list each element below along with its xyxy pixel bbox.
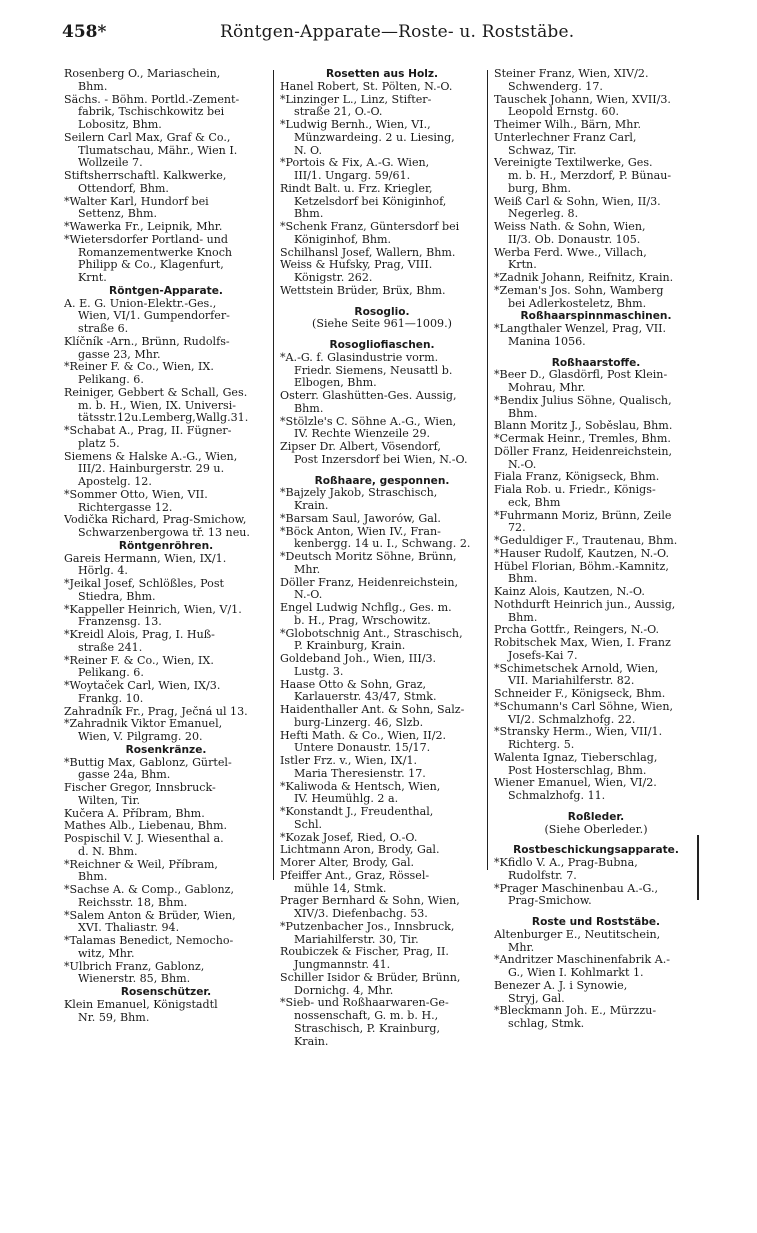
directory-entry: Nothdurft Heinrich jun., Aussig, xyxy=(494,598,676,611)
directory-entry: Prager Bernhard & Sohn, Wien, xyxy=(280,895,460,908)
directory-entry: *Walter Karl, Hundorf bei xyxy=(64,195,209,208)
directory-entry: Kučera A. Příbram, Bhm. xyxy=(64,807,205,820)
entry-continuation: Settenz, Bhm. xyxy=(78,208,158,221)
entry-continuation: Ottendorf, Bhm. xyxy=(78,182,169,195)
directory-entry: *Zadnik Johann, Reifnitz, Krain. xyxy=(494,272,674,284)
entry-continuation: Bhm. xyxy=(294,208,324,221)
entry-continuation: N.-Ö. xyxy=(294,589,323,602)
section-heading: Roßleder. xyxy=(567,810,625,823)
section-heading: Roste und Roststäbe. xyxy=(531,916,661,928)
entry-continuation: Krain. xyxy=(294,1035,329,1048)
entry-continuation: IV. Rechte Wienzeile 29. xyxy=(294,428,431,441)
entry-continuation: Schmalzhofg. 11. xyxy=(508,790,606,802)
entry-continuation: Bhm. xyxy=(294,402,324,415)
directory-entry: Stiftsherrschaftl. Kalkwerke, xyxy=(64,170,227,182)
directory-entry: Haidenthaller Ant. & Sohn, Salz- xyxy=(280,704,465,716)
section-heading: Rostbeschickungsapparate. xyxy=(513,844,679,857)
directory-entry: Blann Moritz J., Soběslau, Bhm. xyxy=(494,420,673,433)
entry-continuation: m. b. H., Wien, IX. Universi- xyxy=(78,399,236,412)
entry-continuation: Franzensg. 13. xyxy=(78,616,162,629)
entry-continuation: Nr. 59, Bhm. xyxy=(78,1011,150,1024)
entry-continuation: Elbogen, Bhm. xyxy=(294,377,377,390)
directory-entry: *Barsam Saul, Jaworów, Gal. xyxy=(280,512,441,525)
section-gap xyxy=(494,803,698,811)
directory-entry: Steiner Franz, Wien, XIV/2. xyxy=(494,68,649,80)
entry-continuation: Stryj, Gal. xyxy=(508,992,565,1005)
directory-entry: Sächs. - Böhm. Portld.-Zement- xyxy=(64,93,240,106)
directory-entry: Benezer A. J. i Synowie, xyxy=(494,979,628,992)
directory-entry: *Ludwig Bernh., Wien, VI., xyxy=(280,119,431,131)
entry-continuation: Wollzeile 7. xyxy=(78,157,143,170)
directory-entry: Mathes Alb., Liebenau, Bhm. xyxy=(64,820,228,833)
directory-entry: *Buttig Max, Gablonz, Gürtel- xyxy=(64,756,232,769)
entry-continuation: G., Wien I. Kohlmarkt 1. xyxy=(508,967,644,979)
directory-entry: *Putzenbacher Jos., Innsbruck, xyxy=(280,920,455,933)
entry-continuation: Wien, V. Pilgramg. 20. xyxy=(78,731,203,743)
directory-entry: Fiala Rob. u. Friedr., Königs- xyxy=(494,484,656,496)
directory-entry: Gareis Hermann, Wien, IX/1. xyxy=(64,552,227,565)
directory-entry: *Zahradnik Viktor Emanuel, xyxy=(64,718,223,731)
directory-entry: Klíčník -Arn., Brünn, Rudolfs- xyxy=(64,335,230,348)
entry-continuation: Apostelg. 12. xyxy=(78,476,152,488)
entry-continuation: nossenschaft, G. m. b. H., xyxy=(294,1010,439,1022)
directory-entry: Werba Ferd. Wwe., Villach, xyxy=(494,246,647,259)
cross-reference: (Siehe Seite 961—1009.) xyxy=(312,318,452,331)
directory-entry: *Schenk Franz, Güntersdorf bei xyxy=(280,221,460,233)
entry-continuation: III/1. Ungarg. 59/61. xyxy=(294,170,411,182)
directory-entry: Weiß Carl & Sohn, Wien, II/3. xyxy=(494,195,661,208)
entry-continuation: Philipp & Co., Klagenfurt, xyxy=(78,259,224,272)
entry-continuation: Schl. xyxy=(294,818,323,831)
entry-continuation: mühle 14, Stmk. xyxy=(294,882,387,895)
directory-entry: *Schimetschek Arnold, Wien, xyxy=(494,662,659,675)
section-heading: Roßhaare, gesponnen. xyxy=(314,474,450,487)
entry-continuation: Schwarzenbergowa tř. 13 neu. xyxy=(78,527,250,539)
directory-entry: Rosenberg O., Mariaschein, xyxy=(64,68,221,80)
directory-entry: Morer Alter, Brody, Gal. xyxy=(280,857,415,869)
directory-entry: *Čermak Heinr., Tremles, Bhm. xyxy=(494,433,671,445)
directory-entry: *Linzinger L., Linz, Stifter- xyxy=(280,93,432,106)
directory-entry: *Deutsch Moritz Söhne, Brünn, xyxy=(280,551,457,563)
entry-continuation: Mariahilferstr. 30, Tir. xyxy=(294,933,419,946)
directory-entry: Roubiczek & Fischer, Prag, II. xyxy=(280,946,449,959)
directory-entry: *Stölzle's C. Söhne A.-G., Wien, xyxy=(280,415,457,428)
directory-entry: Vodička Richard, Prag-Smichow, xyxy=(64,514,247,527)
directory-entry: Österr. Glashütten-Ges. Aussig, xyxy=(280,390,457,402)
directory-entry: *Talamas Benedict, Nemocho- xyxy=(64,935,234,947)
entry-continuation: Rudolfstr. 7. xyxy=(508,869,577,882)
directory-entry: Vereinigte Textilwerke, Ges. xyxy=(494,157,653,170)
directory-entry: *Zeman's Jos. Sohn, Wamberg xyxy=(494,284,664,297)
entry-continuation: b. H., Prag, Wrschowitz. xyxy=(294,614,431,627)
directory-entry: Istler Frz. v., Wien, IX/1. xyxy=(280,755,418,767)
section-heading: Roßhaarstoffe. xyxy=(551,356,641,369)
entry-continuation: Pelikang. 6. xyxy=(78,667,144,680)
entry-continuation: straße 6. xyxy=(78,323,129,335)
directory-entry: Goldeband Joh., Wien, III/3. xyxy=(280,653,437,665)
directory-entry: Haase Otto & Sohn, Graz, xyxy=(280,678,427,691)
entry-continuation: Prag-Smichow. xyxy=(508,895,592,908)
directory-entry: Zipser Dr. Albert, Vösendorf, xyxy=(280,441,441,453)
directory-entry: Theimer Wilh., Bärn, Mhr. xyxy=(494,119,641,131)
entry-continuation: Manina 1056. xyxy=(508,335,586,348)
directory-entry: Prcha Gottfr., Reingers, N.-Ö. xyxy=(494,624,660,637)
directory-entry: *Kfidlo V. A., Prag-Bubna, xyxy=(494,857,638,869)
directory-entry: Robitschek Max, Wien, I. Franz xyxy=(494,637,671,649)
directory-entry: Weiss & Hufsky, Prag, VIII. xyxy=(280,259,433,272)
entry-continuation: gasse 23, Mhr. xyxy=(78,348,161,361)
directory-entry: *Ulbrich Franz, Gablonz, xyxy=(64,960,205,973)
section-heading: Rosenschützer. xyxy=(120,986,212,998)
entry-continuation: tätsstr.12u.Lemberg,Wallg.31. xyxy=(78,412,249,425)
entry-continuation: Krnt. xyxy=(78,272,107,284)
running-title: Röntgen-Apparate—Roste- u. Roststäbe. xyxy=(220,22,575,42)
directory-entry: Döller Franz, Heidenreichstein, xyxy=(280,576,459,589)
section-heading: Röntgenröhren. xyxy=(118,539,214,552)
entry-continuation: Post Inzersdorf bei Wien, N.-Ö. xyxy=(294,453,468,466)
entry-continuation: gasse 24a, Bhm. xyxy=(78,769,171,782)
section-gap xyxy=(494,836,698,844)
directory-entry: *Bajzely Jakob, Straschisch, xyxy=(280,487,438,500)
directory-entry: *Schabat A., Prag, II. Fügner- xyxy=(64,425,232,437)
directory-entry: Rindt Balt. u. Frz. Kriegler, xyxy=(280,182,433,195)
entry-continuation: platz 5. xyxy=(78,437,120,450)
entry-continuation: Straschisch, P. Krainburg, xyxy=(294,1022,441,1035)
entry-continuation: Münzwardeing. 2 u. Liesing, xyxy=(294,131,455,144)
entry-continuation: Königstr. 262. xyxy=(294,272,373,284)
entry-continuation: witz, Mhr. xyxy=(78,947,135,960)
column-2 xyxy=(280,68,484,1048)
directory-entry: *Kozak Josef, Ried, O.-Ö. xyxy=(280,831,418,844)
directory-entry: *Hauser Rudolf, Kautzen, N.-Ö. xyxy=(494,547,670,560)
directory-entry: Engel Ludwig Nchflg., Ges. m. xyxy=(280,602,452,614)
entry-continuation: Ketzelsdorf bei Königinhof, xyxy=(294,195,447,208)
entry-continuation: Schwaz, Tir. xyxy=(508,144,577,157)
entry-continuation: Hörlg. 4. xyxy=(78,565,128,578)
section-heading: Rosenkränze. xyxy=(125,743,207,756)
directory-entry: *Böck Anton, Wien IV., Fran- xyxy=(280,525,441,538)
entry-continuation: Wienerstr. 85, Bhm. xyxy=(78,973,191,986)
entry-continuation: Bhm. xyxy=(78,871,108,884)
directory-entry: *Kaliwoda & Hentsch, Wien, xyxy=(280,780,441,793)
entry-continuation: burg-Linzerg. 46, Slzb. xyxy=(294,716,424,729)
directory-entry: *Bleckmann Joh. E., Mürzzu- xyxy=(494,1005,657,1018)
entry-continuation: IV. Heumühlg. 2 a. xyxy=(294,793,399,806)
directory-entry: *Fuhrmann Moriz, Brünn, Zeile xyxy=(494,509,672,522)
directory-entry: *Globotschnig Ant., Straschisch, xyxy=(280,627,463,640)
section-gap xyxy=(280,298,484,306)
entry-continuation: Lustg. 3. xyxy=(294,665,344,678)
directory-entry: Lichtmann Aron, Brody, Gal. xyxy=(280,844,440,857)
directory-entry: Schilhansl Josef, Wallern, Bhm. xyxy=(280,246,456,259)
directory-entry: *Wawerka Fr., Leipnik, Mhr. xyxy=(64,221,223,233)
directory-entry: *Konstandt J., Freudenthal, xyxy=(280,806,434,818)
directory-entry: *Portois & Fix, A.-G. Wien, xyxy=(280,157,430,170)
column-rule-left xyxy=(273,70,274,880)
directory-entry: *Geduldiger F., Trautenau, Bhm. xyxy=(494,535,678,547)
directory-entry: Klein Emanuel, Königstadtl xyxy=(64,998,218,1011)
entry-continuation: XVI. Thaliastr. 94. xyxy=(78,922,180,935)
directory-entry: A. E. G. Union-Elektr.-Ges., xyxy=(64,297,217,310)
section-gap xyxy=(494,349,698,357)
entry-continuation: Friedr. Siemens, Neusattl b. xyxy=(294,364,453,377)
directory-entry: Reiniger, Gebbert & Schall, Ges. xyxy=(64,386,248,399)
section-heading: Roßhaarspinnmaschinen. xyxy=(520,310,672,323)
directory-entry: Wettstein Brüder, Brüx, Bhm. xyxy=(280,284,446,297)
entry-continuation: Bhm. xyxy=(508,573,538,586)
directory-entry: Fischer Gregor, Innsbruck- xyxy=(64,782,216,794)
directory-entry: Hefti Math. & Co., Wien, II/2. xyxy=(280,729,447,742)
entry-continuation: Wien, VI/1. Gumpendorfer- xyxy=(78,310,230,323)
directory-entry: Kainz Alois, Kautzen, N.-Ö. xyxy=(494,586,645,598)
entry-continuation: Reichsstr. 18, Bhm. xyxy=(78,896,188,909)
directory-entry: *Jeikal Josef, Schlößles, Post xyxy=(64,578,224,590)
directory-entry: *Reichner & Weil, Příbram, xyxy=(64,858,218,871)
entry-continuation: Königinhof, Bhm. xyxy=(294,233,392,246)
entry-continuation: Stiedra, Bhm. xyxy=(78,590,156,603)
entry-continuation: Dornichg. 4, Mhr. xyxy=(294,984,394,997)
entry-continuation: Bhm. xyxy=(508,407,538,420)
entry-continuation: N. Ö. xyxy=(294,144,323,157)
directory-entry: *Salem Anton & Brüder, Wien, xyxy=(64,909,236,922)
entry-continuation: Mhr. xyxy=(294,563,321,576)
entry-continuation: straße 241. xyxy=(78,641,143,654)
entry-continuation: burg, Bhm. xyxy=(508,182,572,195)
page-header xyxy=(62,22,702,52)
entry-continuation: Frankg. 10. xyxy=(78,692,144,705)
entry-continuation: III/2. Hainburgerstr. 29 u. xyxy=(78,463,225,476)
directory-entry: Seilern Carl Max, Graf & Co., xyxy=(64,131,231,144)
entry-continuation: straße 21, O.-Ö. xyxy=(294,106,383,119)
section-gap xyxy=(494,908,698,916)
entry-continuation: Mohrau, Mhr. xyxy=(508,382,586,394)
directory-entry: Altenburger E., Neutitschein, xyxy=(494,928,661,941)
directory-entry: *Kappeller Heinrich, Wien, V/1. xyxy=(64,603,242,616)
entry-continuation: eck, Bhm xyxy=(508,496,561,509)
directory-entry: *Sieb- und Roßhaarwaren-Ge- xyxy=(280,997,449,1010)
entry-continuation: Schwenderg. 17. xyxy=(508,80,603,93)
column-1 xyxy=(64,68,268,1024)
directory-entry: Fiala Franz, Königseck, Bhm. xyxy=(494,471,660,484)
entry-continuation: XIV/3. Diefenbachg. 53. xyxy=(294,908,428,920)
column-rule-right xyxy=(487,70,488,870)
directory-entry: *Kreidl Alois, Prag, I. Huß- xyxy=(64,629,215,641)
entry-continuation: Maria Theresienstr. 17. xyxy=(294,767,426,780)
entry-continuation: Lobositz, Bhm. xyxy=(78,119,162,131)
entry-continuation: fabrik, Tschischkowitz bei xyxy=(78,106,225,119)
entry-continuation: Untere Donaustr. 15/17. xyxy=(294,742,431,755)
directory-entry: Tauschek Johann, Wien, XVII/3. xyxy=(494,93,671,106)
directory-entry: *Prager Maschinenbau A.-G., xyxy=(494,882,659,895)
cross-reference: (Siehe Oberleder.) xyxy=(544,823,648,836)
directory-entry: *Stransky Herm., Wien, VII/1. xyxy=(494,726,663,739)
entry-continuation: m. b. H., Merzdorf, P. Bünau- xyxy=(508,170,672,182)
directory-entry: *Schumann's Carl Söhne, Wien, xyxy=(494,700,674,713)
entry-continuation: Post Hosterschlag, Bhm. xyxy=(508,764,647,777)
entry-continuation: 72. xyxy=(508,522,526,535)
entry-continuation: schlag, Stmk. xyxy=(508,1018,585,1030)
section-heading: Röntgen-Apparate. xyxy=(109,284,223,297)
directory-entry: *A.-G. f. Glasindustrie vorm. xyxy=(280,351,439,364)
entry-continuation: Richterg. 5. xyxy=(508,739,575,751)
directory-entry: Walenta Ignaz, Tieberschlag, xyxy=(494,751,658,764)
section-heading: Rosogliofiaschen. xyxy=(329,339,435,351)
entry-continuation: II/3. Ob. Donaustr. 105. xyxy=(508,233,641,246)
directory-entry: Siemens & Halske A.-G., Wien, xyxy=(64,450,238,463)
entry-continuation: Negerleg. 8. xyxy=(508,208,579,221)
entry-continuation: Wilten, Tir. xyxy=(78,794,141,807)
directory-entry: *Sachse A. & Comp., Gablonz, xyxy=(64,884,235,896)
section-gap xyxy=(280,331,484,339)
section-heading: Rosoglio. xyxy=(354,305,410,318)
directory-entry: Weiss Nath. & Sohn, Wien, xyxy=(494,221,646,233)
directory-entry: *Reiner F. & Co., Wien, IX. xyxy=(64,361,214,374)
entry-continuation: Josefs-Kai 7. xyxy=(508,649,578,662)
entry-continuation: Leopold Ernstg. 60. xyxy=(508,106,620,119)
entry-continuation: Krtn. xyxy=(508,259,537,272)
directory-entry: Zahradník Fr., Prag, Ječná ul 13. xyxy=(64,705,248,718)
entry-continuation: Romanzementwerke Knoch xyxy=(78,246,233,259)
directory-entry: Pfeiffer Ant., Graz, Rössel- xyxy=(280,869,430,882)
entry-continuation: Karlauerstr. 43/47, Stmk. xyxy=(294,691,437,704)
directory-entry: Hanel Robert, St. Pölten, N.-Ö. xyxy=(280,80,453,93)
entry-continuation: Mhr. xyxy=(508,941,535,954)
entry-continuation: kenbergg. 14 u. I., Schwang. 2. xyxy=(294,538,471,551)
directory-entry: Schiller Isidor & Brüder, Brünn, xyxy=(280,971,461,984)
directory-entry: Döller Franz, Heidenreichstein, xyxy=(494,445,673,458)
entry-continuation: Krain. xyxy=(294,500,329,512)
directory-entry: *Bendix Julius Söhne, Qualisch, xyxy=(494,394,672,407)
entry-continuation: Bhm. xyxy=(508,611,538,624)
column-3 xyxy=(494,68,698,1031)
directory-entry: Wiener Emanuel, Wien, VI/2. xyxy=(494,777,657,790)
page-number: 458* xyxy=(62,22,107,42)
entry-continuation: Tlumatschau, Mähr., Wien I. xyxy=(78,144,238,157)
entry-continuation: P. Krainburg, Krain. xyxy=(294,640,406,653)
directory-entry: *Sommer Otto, Wien, VII. xyxy=(64,488,208,501)
section-gap xyxy=(280,467,484,475)
section-heading: Rosetten aus Holz. xyxy=(325,68,439,80)
directory-entry: Pospischil V. J. Wiesenthal a. xyxy=(64,833,224,845)
directory-entry: Unterlechner Franz Carl, xyxy=(494,131,637,144)
directory-entry: Schneider F., Königseck, Bhm. xyxy=(494,688,666,700)
entry-continuation: Richtergasse 12. xyxy=(78,501,173,514)
directory-entry: *Langthaler Wenzel, Prag, VII. xyxy=(494,323,666,335)
entry-continuation: Bhm. xyxy=(78,80,108,93)
directory-entry: Hübel Florian, Böhm.-Kamnitz, xyxy=(494,560,669,573)
entry-continuation: VII. Mariahilferstr. 82. xyxy=(508,675,635,688)
directory-entry: *Beer D., Glasdörfl, Post Klein- xyxy=(494,369,668,382)
directory-entry: *Woytaček Carl, Wien, IX/3. xyxy=(64,680,221,692)
directory-entry: *Wietersdorfer Portland- und xyxy=(64,233,229,246)
directory-entry: *Andritzer Maschinenfabrik A.- xyxy=(494,954,670,967)
entry-continuation: N.-Ö. xyxy=(508,458,537,471)
entry-continuation: Pelikang. 6. xyxy=(78,374,144,386)
entry-continuation: Jungmannstr. 41. xyxy=(294,959,391,971)
directory-entry: *Reiner F. & Co., Wien, IX. xyxy=(64,654,214,667)
entry-continuation: d. N. Bhm. xyxy=(78,845,138,858)
entry-continuation: bei Adlerkosteletz, Bhm. xyxy=(508,297,647,310)
entry-continuation: VI/2. Schmalzhofg. 22. xyxy=(508,713,636,726)
